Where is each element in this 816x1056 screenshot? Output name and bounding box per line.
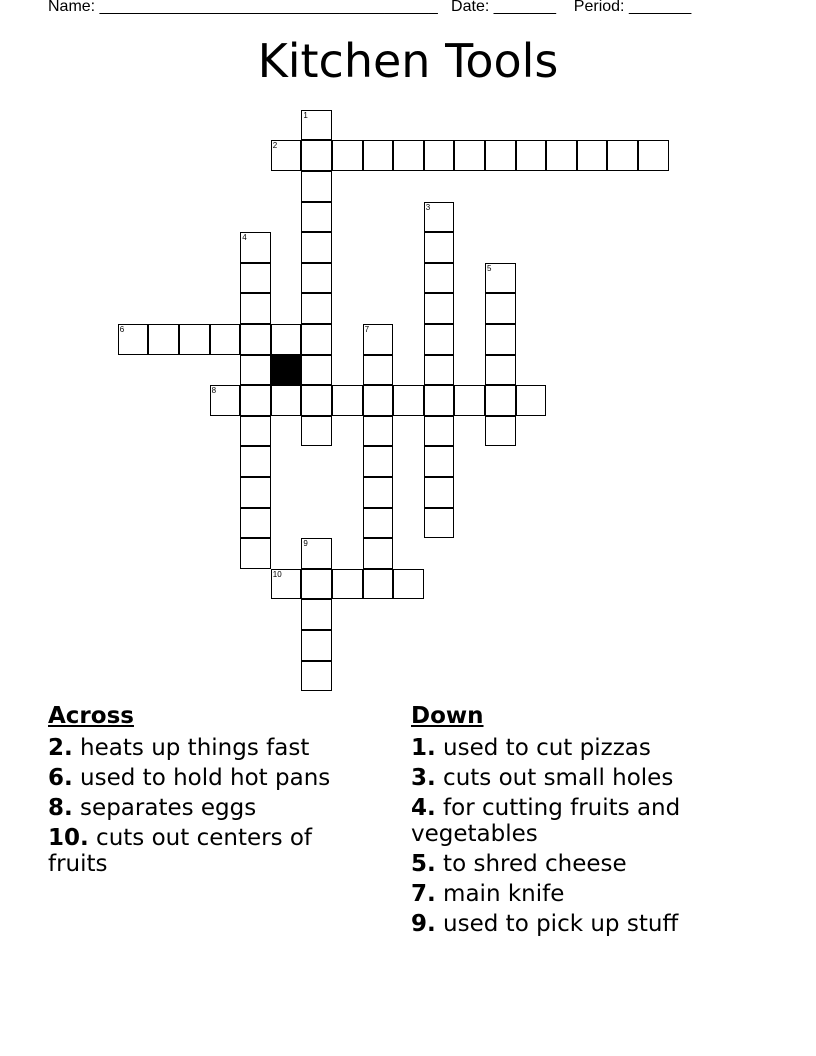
page-title: Kitchen Tools [257, 34, 559, 88]
grid-cell[interactable] [424, 508, 455, 539]
across-clue [48, 825, 378, 877]
clue-number-label: 2 [272, 141, 278, 151]
grid-cell[interactable] [485, 263, 516, 294]
grid-cell[interactable] [301, 355, 332, 386]
grid-cell[interactable] [271, 385, 302, 416]
down-clues [411, 703, 741, 941]
clue-number: 4. [411, 795, 436, 821]
grid-cell[interactable] [516, 385, 547, 416]
grid-cell[interactable] [240, 538, 271, 569]
grid-cell[interactable] [301, 538, 332, 569]
grid-cell[interactable] [301, 569, 332, 600]
clue-number-label: 5 [487, 263, 492, 273]
across-clue [48, 735, 378, 761]
clue-text: cuts out centers of fruits [48, 825, 313, 877]
grid-cell[interactable] [240, 263, 271, 294]
grid-cell[interactable] [271, 140, 302, 171]
grid-cell[interactable] [424, 324, 455, 355]
grid-cell[interactable] [363, 385, 394, 416]
clue-text: used to hold hot pans [72, 765, 331, 791]
grid-cell[interactable] [301, 202, 332, 233]
grid-cell[interactable] [301, 599, 332, 630]
clue-number-label: 9 [303, 539, 308, 549]
grid-cell[interactable] [363, 508, 394, 539]
grid-cell[interactable] [301, 171, 332, 202]
grid-cell[interactable] [240, 446, 271, 477]
grid-cell[interactable] [516, 140, 547, 171]
clue-text: used to pick up stuff [435, 911, 679, 937]
grid-cell[interactable] [424, 232, 455, 263]
grid-cell[interactable] [118, 324, 149, 355]
grid-cell[interactable] [301, 263, 332, 294]
grid-cell[interactable] [271, 324, 302, 355]
clue-text: cuts out small holes [435, 765, 674, 791]
grid-cell[interactable] [179, 324, 210, 355]
grid-cell[interactable] [240, 324, 271, 355]
grid-cell[interactable] [424, 140, 455, 171]
down-clue [411, 765, 741, 791]
grid-cell[interactable] [301, 661, 332, 692]
grid-block [271, 355, 302, 386]
grid-cell[interactable] [240, 355, 271, 386]
grid-cell[interactable] [424, 263, 455, 294]
grid-cell[interactable] [301, 232, 332, 263]
grid-cell[interactable] [301, 416, 332, 447]
clue-text: heats up things fast [72, 735, 310, 761]
clue-number-label: 10 [272, 569, 282, 579]
clue-number: 6. [48, 765, 73, 791]
grid-cell[interactable] [363, 324, 394, 355]
across-clue [48, 765, 378, 791]
grid-cell[interactable] [240, 477, 271, 508]
grid-cell[interactable] [424, 385, 455, 416]
clue-text: to shred cheese [435, 851, 627, 877]
grid-cell[interactable] [546, 140, 577, 171]
grid-cell[interactable] [240, 232, 271, 263]
grid-cell[interactable] [240, 293, 271, 324]
down-clue [411, 851, 741, 877]
grid-cell[interactable] [607, 140, 638, 171]
grid-cell[interactable] [393, 140, 424, 171]
grid-cell[interactable] [240, 508, 271, 539]
grid-cell[interactable] [301, 630, 332, 661]
clue-number: 5. [411, 851, 436, 877]
grid-cell[interactable] [485, 140, 516, 171]
across-clue [48, 795, 378, 821]
clue-number: 1. [411, 735, 436, 761]
grid-cell[interactable] [301, 385, 332, 416]
grid-cell[interactable] [332, 569, 363, 600]
grid-cell[interactable] [424, 293, 455, 324]
grid-cell[interactable] [485, 324, 516, 355]
grid-cell[interactable] [363, 538, 394, 569]
grid-cell[interactable] [638, 140, 669, 171]
grid-cell[interactable] [148, 324, 179, 355]
clue-text: for cutting fruits and vegetables [411, 795, 681, 847]
grid-cell[interactable] [393, 569, 424, 600]
clue-number-label: 8 [211, 386, 217, 396]
grid-cell[interactable] [301, 324, 332, 355]
grid-cell[interactable] [240, 416, 271, 447]
grid-cell[interactable] [363, 355, 394, 386]
down-clue [411, 795, 741, 847]
down-clue [411, 735, 741, 761]
grid-cell[interactable] [424, 416, 455, 447]
grid-cell[interactable] [363, 569, 394, 600]
grid-cell[interactable] [363, 416, 394, 447]
grid-cell[interactable] [485, 385, 516, 416]
clue-number: 8. [48, 795, 73, 821]
grid-cell[interactable] [301, 110, 332, 141]
grid-cell[interactable] [454, 140, 485, 171]
clue-number-label: 6 [119, 325, 125, 334]
grid-cell[interactable] [424, 477, 455, 508]
grid-cell[interactable] [454, 385, 485, 416]
across-clues [48, 703, 378, 881]
grid-cell[interactable] [485, 293, 516, 324]
grid-cell[interactable] [332, 385, 363, 416]
grid-cell[interactable] [485, 355, 516, 386]
clue-text: used to cut pizzas [435, 735, 651, 761]
grid-cell[interactable] [424, 202, 455, 233]
header-fields: Name: ______________________________________ Date: _______ Period: _______ [48, 0, 692, 15]
grid-cell[interactable] [210, 324, 241, 355]
clue-text: separates eggs [72, 795, 257, 821]
grid-cell[interactable] [424, 355, 455, 386]
grid-cell[interactable] [363, 140, 394, 171]
down-clue [411, 911, 741, 937]
grid-cell[interactable] [240, 385, 271, 416]
clue-number-label: 7 [364, 325, 370, 334]
grid-cell[interactable] [424, 446, 455, 477]
clue-number-label: 3 [425, 202, 431, 212]
across-heading: Across [48, 703, 134, 729]
grid-cell[interactable] [485, 416, 516, 447]
clue-number-label: 1 [303, 110, 308, 120]
grid-cell[interactable] [363, 477, 394, 508]
grid-cell[interactable] [393, 385, 424, 416]
clue-number: 7. [411, 881, 436, 907]
grid-cell[interactable] [301, 293, 332, 324]
clue-number: 9. [411, 911, 436, 937]
grid-cell[interactable] [271, 569, 302, 600]
clue-number: 10. [48, 825, 89, 851]
grid-cell[interactable] [577, 140, 608, 171]
clue-number: 3. [411, 765, 436, 791]
clue-number-label: 4 [242, 233, 247, 243]
clue-number: 2. [48, 735, 73, 761]
clue-text: main knife [435, 881, 565, 907]
down-clue [411, 881, 741, 907]
grid-cell[interactable] [363, 446, 394, 477]
grid-cell[interactable] [210, 385, 241, 416]
grid-cell[interactable] [301, 140, 332, 171]
grid-cell[interactable] [332, 140, 363, 171]
down-heading: Down [411, 703, 484, 729]
